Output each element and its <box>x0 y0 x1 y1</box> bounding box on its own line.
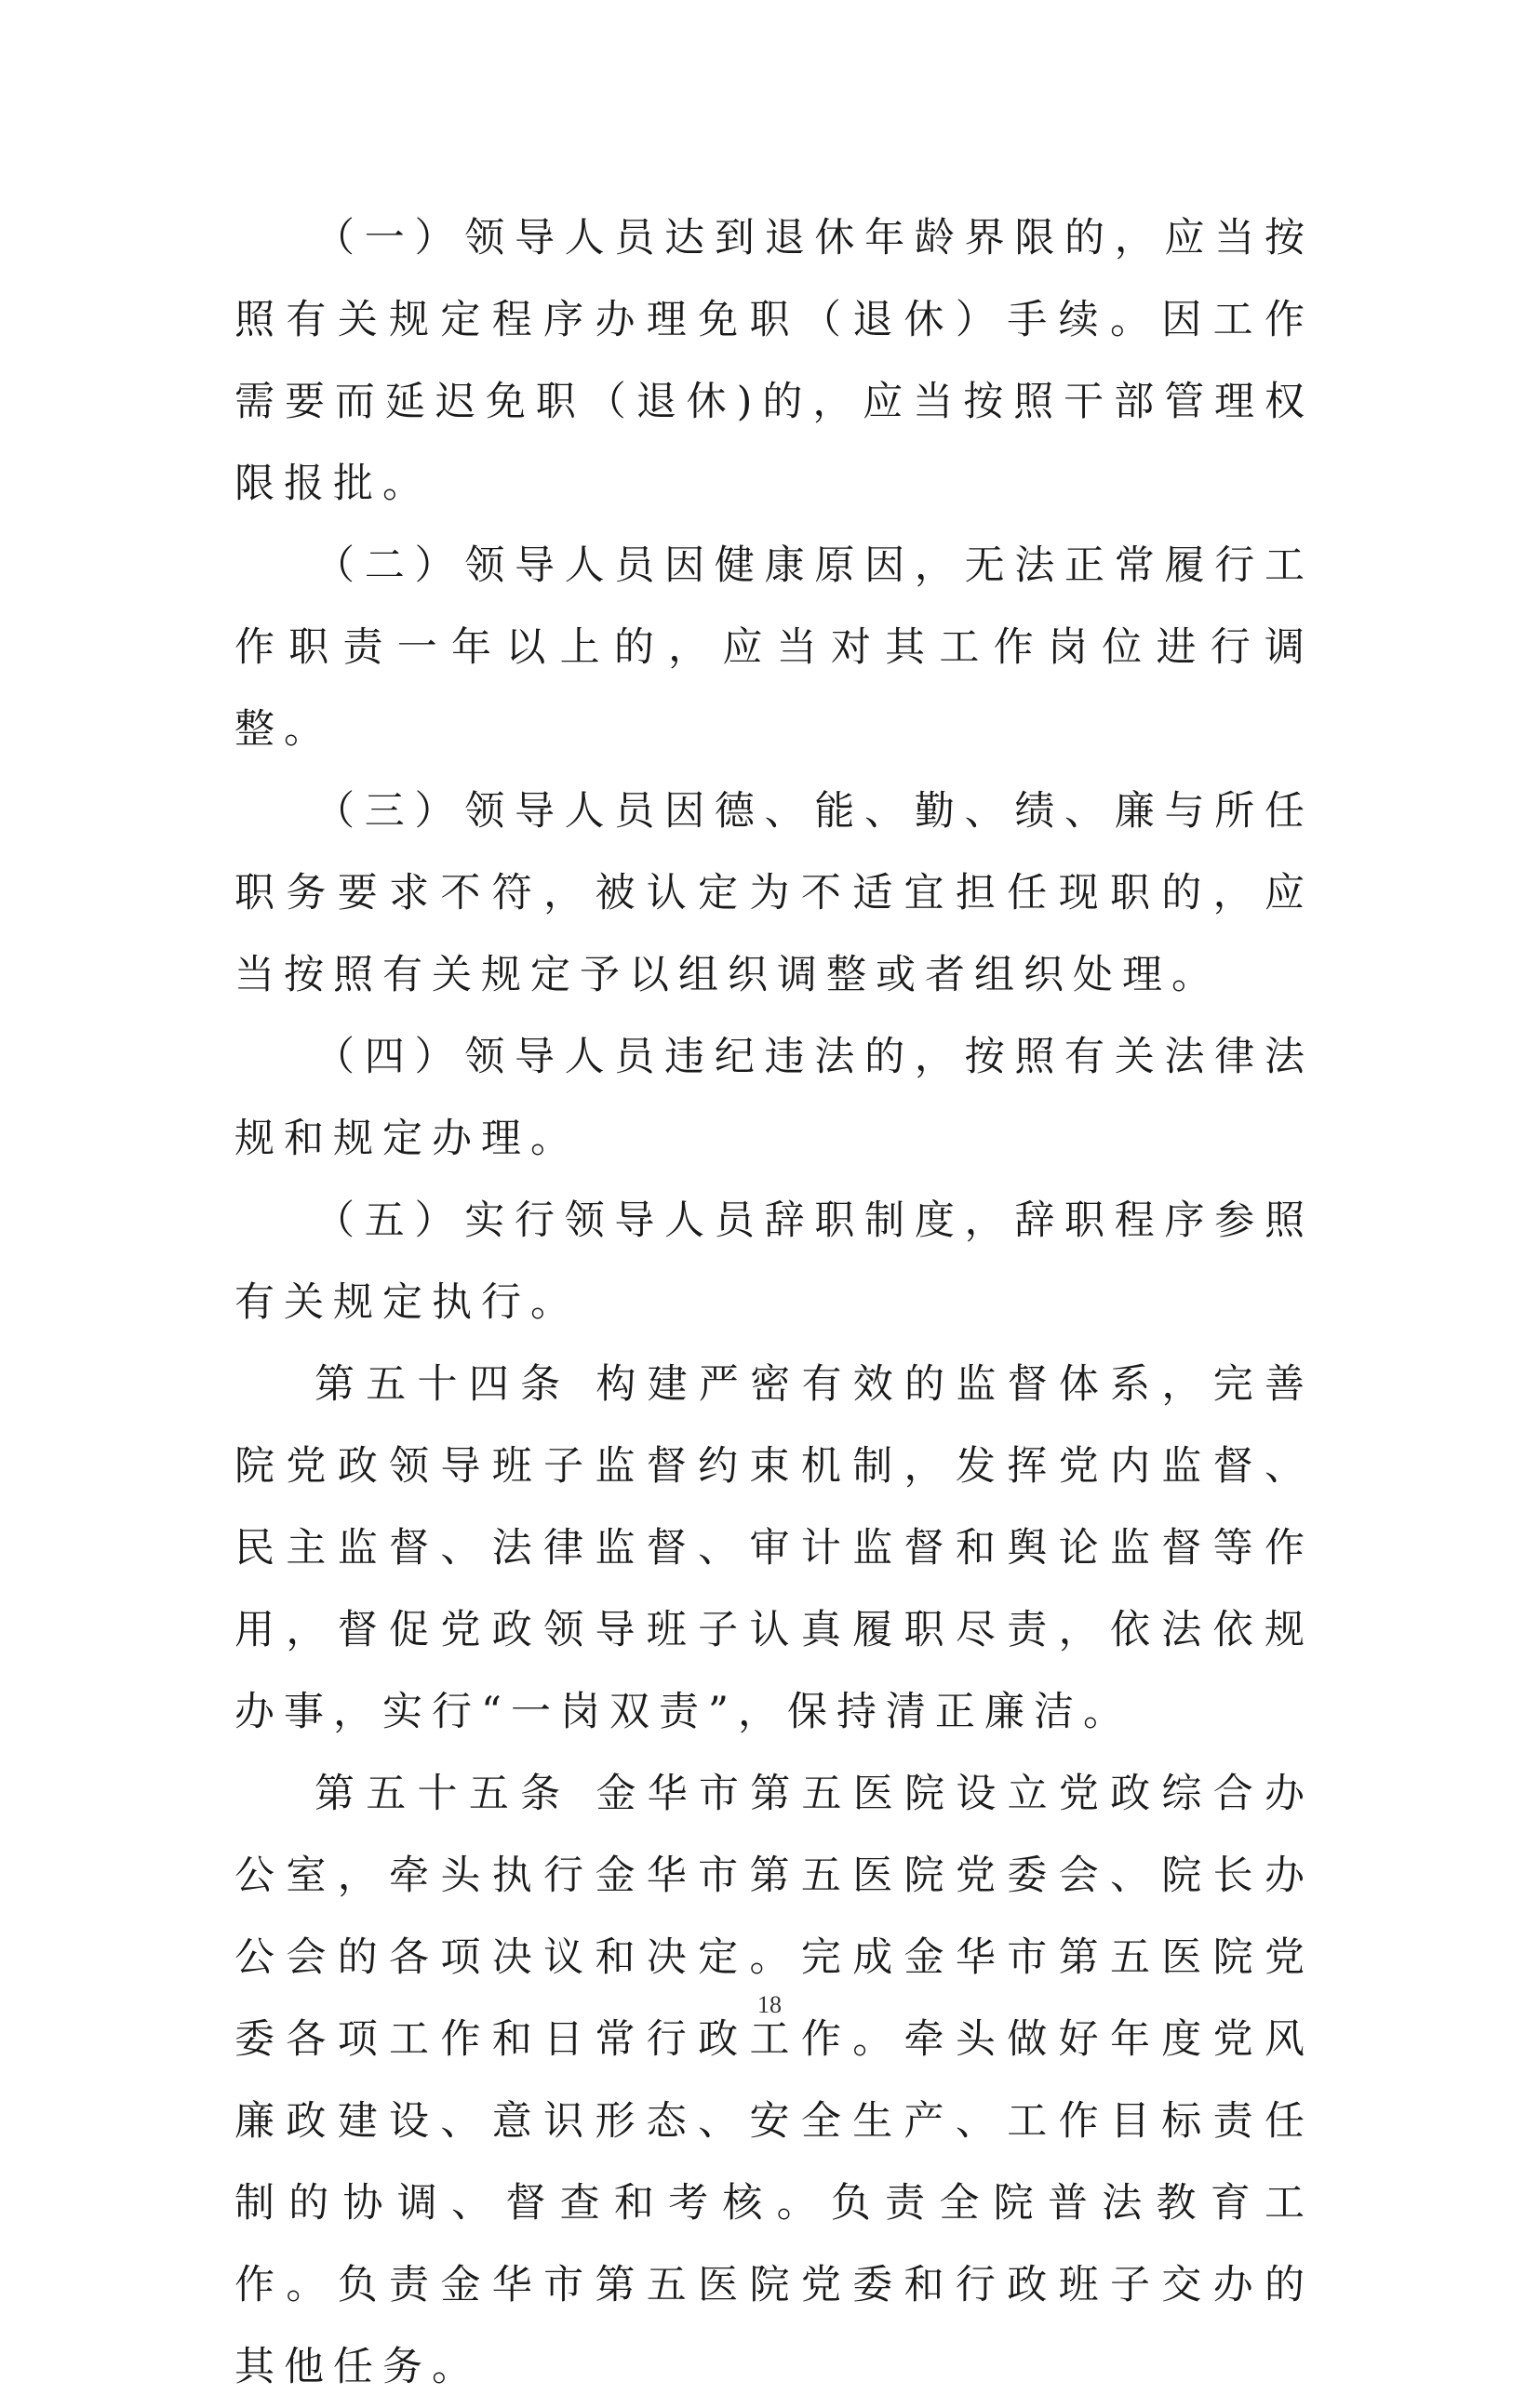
page-number: 18 <box>757 1991 782 2018</box>
document-body <box>234 197 1314 2408</box>
paragraph-item-5: （五）实行领导人员辞职制度，辞职程序参照有关规定执行。 <box>234 1197 1314 1326</box>
paragraph-item-2: （二）领导人员因健康原因，无法正常履行工作职责一年以上的，应当对其工作岗位进行调整。 <box>234 542 1314 753</box>
paragraph-article-55: 第五十五条 金华市第五医院设立党政综合办公室，牵头执行金华市第五医院党委会、院长办公会的各项决议和决定。完成金华市第五医院党委各项工作和日常行政工作。牵头做好年度党风廉政建设、意识形态、安全生产、工作目标责任制的协调、督查和考核。负责全院普法教育工作。负责金华市第五医院党委和行政班子交办的其他任务。 <box>234 1771 1314 2390</box>
paragraph-article-54: 第五十四条 构建严密有效的监督体系，完善院党政领导班子监督约束机制，发挥党内监督、民主监督、法律监督、审计监督和舆论监督等作用，督促党政领导班子认真履职尽责，依法依规办事，实行“一岗双责”，保持清正廉洁。 <box>234 1361 1314 1735</box>
paragraph-item-4: （四）领导人员违纪违法的，按照有关法律法规和规定办理。 <box>234 1034 1314 1162</box>
paragraph-item-3: （三）领导人员因德、能、勤、绩、廉与所任职务要求不符，被认定为不适宜担任现职的，应当按照有关规定予以组织调整或者组织处理。 <box>234 788 1314 998</box>
paragraph-item-1: （一）领导人员达到退休年龄界限的，应当按照有关规定程序办理免职（退休）手续。因工作需要而延迟免职（退休)的，应当按照干部管理权限报批。 <box>234 215 1314 507</box>
